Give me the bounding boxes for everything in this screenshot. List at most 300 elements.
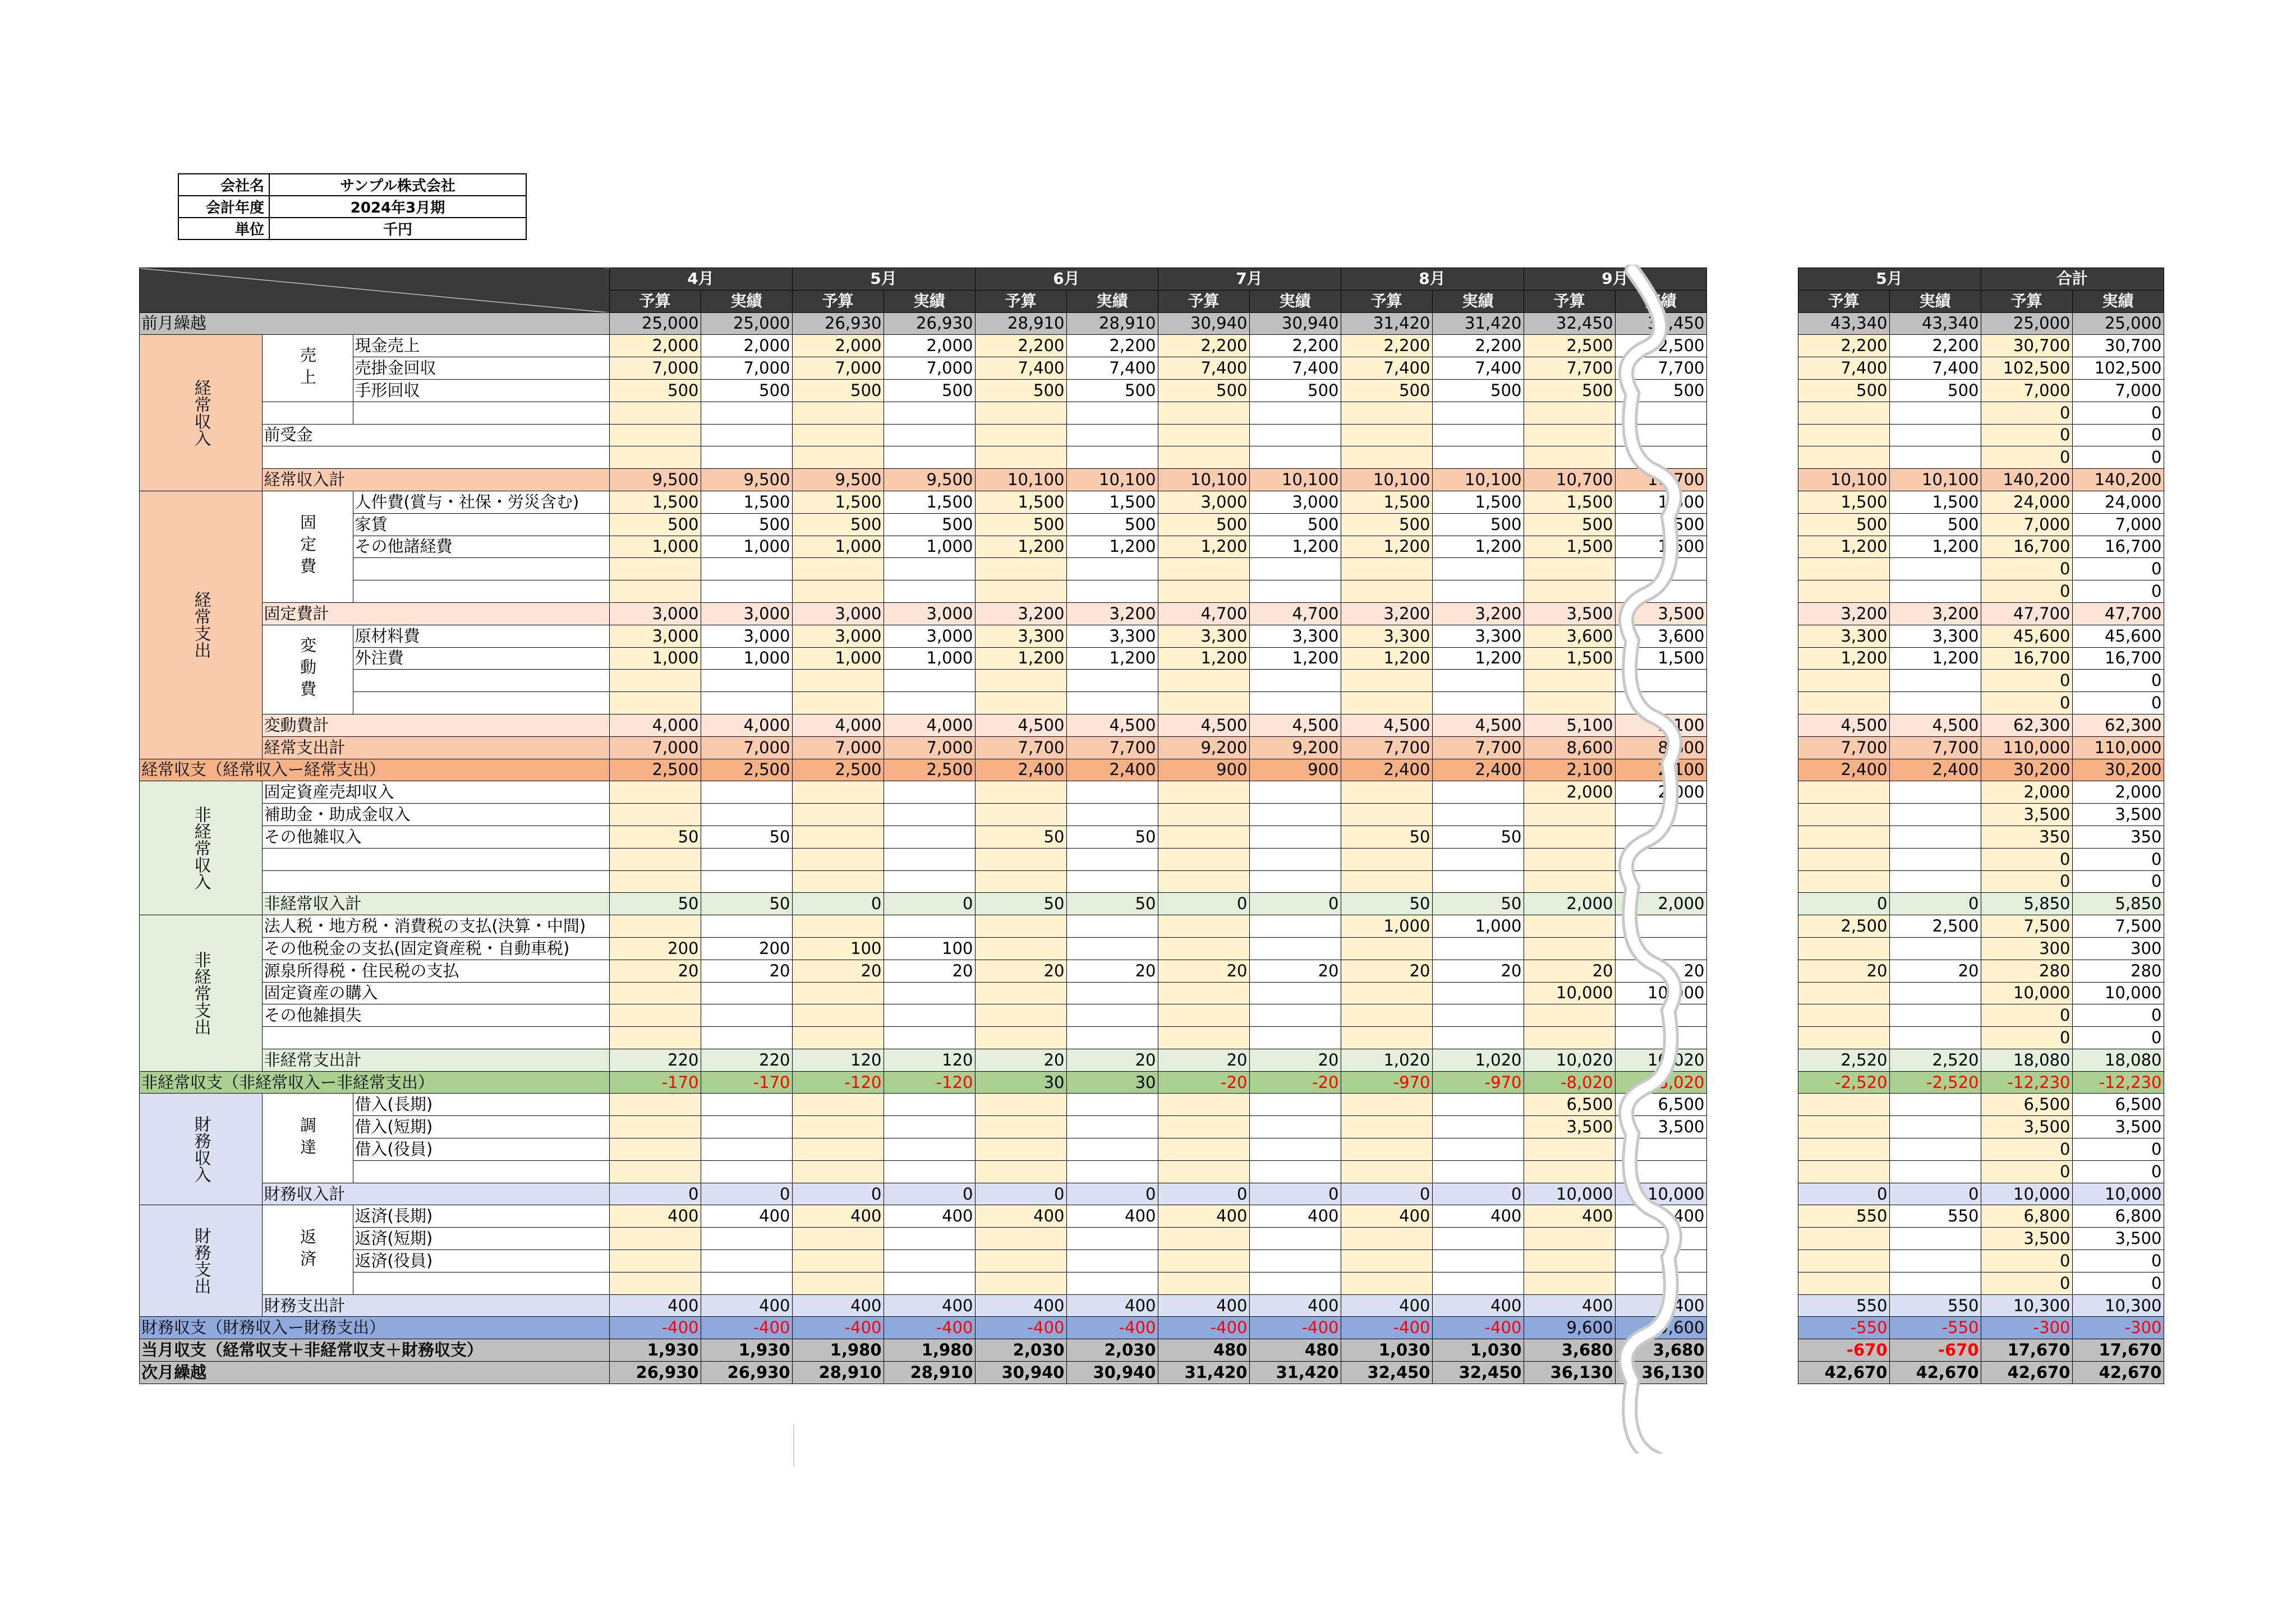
budget-cell[interactable]: [1524, 670, 1615, 692]
budget-cell[interactable]: [1341, 580, 1432, 603]
actual-cell[interactable]: 10,000: [1615, 1183, 1706, 1205]
budget-cell[interactable]: [792, 424, 884, 446]
actual-cell[interactable]: [1066, 1004, 1158, 1027]
actual-cell[interactable]: 400: [1249, 1294, 1341, 1317]
budget-cell[interactable]: 1,200: [1341, 647, 1432, 670]
budget-cell[interactable]: [1158, 1228, 1249, 1250]
actual-cell[interactable]: [1066, 558, 1158, 580]
budget-cell[interactable]: 3,600: [1524, 625, 1615, 647]
budget-cell[interactable]: 1,500: [1524, 491, 1615, 513]
actual-cell[interactable]: [1249, 848, 1341, 870]
budget-cell[interactable]: [792, 1228, 884, 1250]
actual-cell[interactable]: [1249, 692, 1341, 714]
actual-cell[interactable]: [1889, 402, 1981, 424]
budget-cell[interactable]: 28,910: [975, 312, 1066, 335]
budget-cell[interactable]: 24,000: [1981, 491, 2072, 513]
budget-cell[interactable]: [975, 1004, 1066, 1027]
budget-cell[interactable]: 32,450: [1341, 1362, 1432, 1384]
budget-cell[interactable]: [975, 1250, 1066, 1272]
budget-cell[interactable]: 1,500: [1524, 647, 1615, 670]
budget-cell[interactable]: [1158, 1160, 1249, 1183]
actual-cell[interactable]: [701, 424, 792, 446]
actual-cell[interactable]: 4,000: [884, 714, 975, 736]
actual-cell[interactable]: [1432, 1116, 1524, 1138]
actual-cell[interactable]: [701, 870, 792, 893]
budget-cell[interactable]: 500: [609, 513, 701, 536]
budget-cell[interactable]: [1798, 826, 1889, 848]
actual-cell[interactable]: 45,600: [2072, 625, 2164, 647]
actual-cell[interactable]: 9,500: [884, 469, 975, 491]
actual-cell[interactable]: [701, 848, 792, 870]
actual-cell[interactable]: 62,300: [2072, 714, 2164, 736]
budget-cell[interactable]: [1524, 1027, 1615, 1049]
budget-cell[interactable]: [1524, 1272, 1615, 1294]
budget-cell[interactable]: 20: [1524, 960, 1615, 982]
actual-cell[interactable]: [1615, 1138, 1706, 1161]
budget-cell[interactable]: [792, 1250, 884, 1272]
budget-cell[interactable]: 3,300: [1158, 625, 1249, 647]
budget-cell[interactable]: 10,100: [1158, 469, 1249, 491]
budget-cell[interactable]: 1,200: [1341, 536, 1432, 558]
budget-cell[interactable]: [1798, 848, 1889, 870]
actual-cell[interactable]: 500: [1249, 513, 1341, 536]
actual-cell[interactable]: 10,000: [2072, 982, 2164, 1004]
actual-cell[interactable]: [1066, 1027, 1158, 1049]
budget-cell[interactable]: 900: [1158, 759, 1249, 781]
actual-cell[interactable]: 7,000: [2072, 513, 2164, 536]
budget-cell[interactable]: 1,200: [1158, 536, 1249, 558]
budget-cell[interactable]: [975, 692, 1066, 714]
budget-cell[interactable]: 10,100: [975, 469, 1066, 491]
actual-cell[interactable]: 1,200: [1432, 647, 1524, 670]
actual-cell[interactable]: 200: [701, 937, 792, 960]
actual-cell[interactable]: [1066, 424, 1158, 446]
actual-cell[interactable]: [1889, 692, 1981, 714]
budget-cell[interactable]: [609, 781, 701, 804]
budget-cell[interactable]: 0: [1981, 1138, 2072, 1161]
actual-cell[interactable]: 0: [884, 1183, 975, 1205]
budget-cell[interactable]: [1341, 1160, 1432, 1183]
actual-cell[interactable]: 50: [1432, 826, 1524, 848]
actual-cell[interactable]: 3,200: [1066, 602, 1158, 625]
actual-cell[interactable]: [1889, 804, 1981, 826]
budget-cell[interactable]: 47,700: [1981, 602, 2072, 625]
budget-cell[interactable]: 16,700: [1981, 536, 2072, 558]
budget-cell[interactable]: 100: [792, 937, 884, 960]
budget-cell[interactable]: 4,000: [609, 714, 701, 736]
actual-cell[interactable]: 900: [1249, 759, 1341, 781]
actual-cell[interactable]: [1889, 424, 1981, 446]
budget-cell[interactable]: 3,300: [975, 625, 1066, 647]
actual-cell[interactable]: 2,000: [701, 335, 792, 357]
budget-cell[interactable]: [609, 804, 701, 826]
actual-cell[interactable]: [1249, 982, 1341, 1004]
budget-cell[interactable]: [1341, 1116, 1432, 1138]
budget-cell[interactable]: 25,000: [609, 312, 701, 335]
budget-cell[interactable]: 20: [1158, 960, 1249, 982]
actual-cell[interactable]: [884, 870, 975, 893]
actual-cell[interactable]: 50: [701, 826, 792, 848]
budget-cell[interactable]: [1158, 446, 1249, 469]
actual-cell[interactable]: 43,340: [1889, 312, 1981, 335]
budget-cell[interactable]: 1,200: [975, 647, 1066, 670]
budget-cell[interactable]: [792, 1094, 884, 1116]
actual-cell[interactable]: 2,000: [1615, 781, 1706, 804]
budget-cell[interactable]: [792, 402, 884, 424]
actual-cell[interactable]: [884, 1094, 975, 1116]
actual-cell[interactable]: 400: [1432, 1205, 1524, 1228]
actual-cell[interactable]: 0: [1249, 1183, 1341, 1205]
actual-cell[interactable]: [701, 446, 792, 469]
actual-cell[interactable]: [884, 826, 975, 848]
budget-cell[interactable]: 20: [975, 1049, 1066, 1071]
budget-cell[interactable]: [1158, 826, 1249, 848]
actual-cell[interactable]: 480: [1249, 1339, 1341, 1362]
budget-cell[interactable]: -400: [792, 1317, 884, 1339]
actual-cell[interactable]: 110,000: [2072, 736, 2164, 759]
actual-cell[interactable]: 0: [2072, 1004, 2164, 1027]
budget-cell[interactable]: 10,000: [1524, 982, 1615, 1004]
budget-cell[interactable]: [1524, 1250, 1615, 1272]
budget-cell[interactable]: 7,700: [1341, 736, 1432, 759]
budget-cell[interactable]: [975, 1116, 1066, 1138]
budget-cell[interactable]: 36,130: [1524, 1362, 1615, 1384]
budget-cell[interactable]: 26,930: [792, 312, 884, 335]
actual-cell[interactable]: 2,100: [1615, 759, 1706, 781]
budget-cell[interactable]: 10,100: [1341, 469, 1432, 491]
actual-cell[interactable]: 0: [1066, 1183, 1158, 1205]
actual-cell[interactable]: [1432, 848, 1524, 870]
actual-cell[interactable]: [701, 1116, 792, 1138]
actual-cell[interactable]: 500: [1889, 379, 1981, 402]
actual-cell[interactable]: 1,500: [1615, 647, 1706, 670]
actual-cell[interactable]: 2,000: [884, 335, 975, 357]
actual-cell[interactable]: 4,500: [1432, 714, 1524, 736]
actual-cell[interactable]: [701, 1138, 792, 1161]
budget-cell[interactable]: 50: [975, 893, 1066, 915]
budget-cell[interactable]: [1158, 915, 1249, 938]
actual-cell[interactable]: 0: [2072, 1138, 2164, 1161]
budget-cell[interactable]: [609, 580, 701, 603]
budget-cell[interactable]: 45,600: [1981, 625, 2072, 647]
budget-cell[interactable]: 0: [1981, 446, 2072, 469]
actual-cell[interactable]: [1889, 1228, 1981, 1250]
actual-cell[interactable]: -400: [1432, 1317, 1524, 1339]
budget-cell[interactable]: [1798, 402, 1889, 424]
actual-cell[interactable]: 9,600: [1615, 1317, 1706, 1339]
actual-cell[interactable]: [1066, 1160, 1158, 1183]
budget-cell[interactable]: [609, 1116, 701, 1138]
budget-cell[interactable]: [1798, 1272, 1889, 1294]
budget-cell[interactable]: -12,230: [1981, 1071, 2072, 1094]
budget-cell[interactable]: 400: [1341, 1294, 1432, 1317]
budget-cell[interactable]: [609, 1160, 701, 1183]
actual-cell[interactable]: 7,000: [2072, 379, 2164, 402]
budget-cell[interactable]: 3,500: [1524, 1116, 1615, 1138]
budget-cell[interactable]: 6,500: [1981, 1094, 2072, 1116]
actual-cell[interactable]: 0: [2072, 1160, 2164, 1183]
actual-cell[interactable]: [701, 402, 792, 424]
actual-cell[interactable]: 1,200: [1432, 536, 1524, 558]
budget-cell[interactable]: 0: [1798, 893, 1889, 915]
actual-cell[interactable]: [884, 1250, 975, 1272]
budget-cell[interactable]: [1158, 1250, 1249, 1272]
actual-cell[interactable]: [1432, 692, 1524, 714]
budget-cell[interactable]: 42,670: [1798, 1362, 1889, 1384]
budget-cell[interactable]: [975, 1094, 1066, 1116]
budget-cell[interactable]: 200: [609, 937, 701, 960]
budget-cell[interactable]: -550: [1798, 1317, 1889, 1339]
budget-cell[interactable]: -400: [975, 1317, 1066, 1339]
actual-cell[interactable]: [1432, 558, 1524, 580]
budget-cell[interactable]: [609, 1272, 701, 1294]
budget-cell[interactable]: [792, 1004, 884, 1027]
actual-cell[interactable]: 25,000: [701, 312, 792, 335]
budget-cell[interactable]: 2,500: [1524, 335, 1615, 357]
actual-cell[interactable]: 2,500: [884, 759, 975, 781]
actual-cell[interactable]: [701, 915, 792, 938]
budget-cell[interactable]: 50: [609, 893, 701, 915]
budget-cell[interactable]: 1,500: [792, 491, 884, 513]
actual-cell[interactable]: 42,670: [1889, 1362, 1981, 1384]
actual-cell[interactable]: [1432, 804, 1524, 826]
budget-cell[interactable]: -400: [1341, 1317, 1432, 1339]
budget-cell[interactable]: [1524, 446, 1615, 469]
actual-cell[interactable]: 3,200: [1432, 602, 1524, 625]
actual-cell[interactable]: [1432, 580, 1524, 603]
actual-cell[interactable]: 280: [2072, 960, 2164, 982]
actual-cell[interactable]: [1432, 982, 1524, 1004]
actual-cell[interactable]: [1615, 915, 1706, 938]
actual-cell[interactable]: 140,200: [2072, 469, 2164, 491]
budget-cell[interactable]: [1158, 670, 1249, 692]
budget-cell[interactable]: [1524, 848, 1615, 870]
budget-cell[interactable]: [609, 670, 701, 692]
budget-cell[interactable]: 500: [1341, 379, 1432, 402]
budget-cell[interactable]: 43,340: [1798, 312, 1889, 335]
actual-cell[interactable]: 31,420: [1432, 312, 1524, 335]
budget-cell[interactable]: [1341, 446, 1432, 469]
budget-cell[interactable]: [975, 558, 1066, 580]
budget-cell[interactable]: 30,940: [1158, 312, 1249, 335]
actual-cell[interactable]: [701, 1094, 792, 1116]
budget-cell[interactable]: 3,300: [1341, 625, 1432, 647]
actual-cell[interactable]: 2,200: [1432, 335, 1524, 357]
actual-cell[interactable]: 0: [1432, 1183, 1524, 1205]
budget-cell[interactable]: 50: [975, 826, 1066, 848]
actual-cell[interactable]: 0: [1889, 893, 1981, 915]
actual-cell[interactable]: [1432, 1138, 1524, 1161]
budget-cell[interactable]: 3,500: [1524, 602, 1615, 625]
actual-cell[interactable]: [1432, 402, 1524, 424]
actual-cell[interactable]: [1889, 826, 1981, 848]
budget-cell[interactable]: 2,000: [1524, 893, 1615, 915]
actual-cell[interactable]: 1,500: [1889, 491, 1981, 513]
budget-cell[interactable]: 50: [609, 826, 701, 848]
budget-cell[interactable]: 400: [1341, 1205, 1432, 1228]
actual-cell[interactable]: 2,200: [1066, 335, 1158, 357]
actual-cell[interactable]: [1889, 870, 1981, 893]
budget-cell[interactable]: [792, 446, 884, 469]
actual-cell[interactable]: 400: [1066, 1294, 1158, 1317]
budget-cell[interactable]: -120: [792, 1071, 884, 1094]
actual-cell[interactable]: 1,200: [1249, 536, 1341, 558]
budget-cell[interactable]: [609, 848, 701, 870]
actual-cell[interactable]: [1432, 1160, 1524, 1183]
budget-cell[interactable]: 140,200: [1981, 469, 2072, 491]
budget-cell[interactable]: 1,500: [1341, 491, 1432, 513]
budget-cell[interactable]: 9,500: [792, 469, 884, 491]
actual-cell[interactable]: 20: [1066, 960, 1158, 982]
budget-cell[interactable]: [975, 580, 1066, 603]
actual-cell[interactable]: [1249, 558, 1341, 580]
budget-cell[interactable]: 7,000: [792, 357, 884, 380]
budget-cell[interactable]: [1798, 1094, 1889, 1116]
budget-cell[interactable]: 1,980: [792, 1339, 884, 1362]
actual-cell[interactable]: 20: [1889, 960, 1981, 982]
budget-cell[interactable]: 31,420: [1158, 1362, 1249, 1384]
actual-cell[interactable]: 10,100: [1889, 469, 1981, 491]
actual-cell[interactable]: [1066, 982, 1158, 1004]
budget-cell[interactable]: 2,200: [1341, 335, 1432, 357]
budget-cell[interactable]: [1798, 1004, 1889, 1027]
actual-cell[interactable]: [1889, 1027, 1981, 1049]
actual-cell[interactable]: 2,200: [1249, 335, 1341, 357]
budget-cell[interactable]: 280: [1981, 960, 2072, 982]
actual-cell[interactable]: 3,200: [1889, 602, 1981, 625]
budget-cell[interactable]: 10,000: [1981, 982, 2072, 1004]
budget-cell[interactable]: [1341, 1250, 1432, 1272]
actual-cell[interactable]: 500: [1889, 513, 1981, 536]
budget-cell[interactable]: 8,600: [1524, 736, 1615, 759]
actual-cell[interactable]: [1615, 848, 1706, 870]
actual-cell[interactable]: 30,940: [1249, 312, 1341, 335]
budget-cell[interactable]: [609, 446, 701, 469]
actual-cell[interactable]: 400: [1066, 1205, 1158, 1228]
actual-cell[interactable]: [701, 1272, 792, 1294]
budget-cell[interactable]: [1524, 1004, 1615, 1027]
actual-cell[interactable]: -400: [701, 1317, 792, 1339]
actual-cell[interactable]: 550: [1889, 1205, 1981, 1228]
budget-cell[interactable]: [1158, 558, 1249, 580]
budget-cell[interactable]: [1158, 1004, 1249, 1027]
actual-cell[interactable]: 1,020: [1432, 1049, 1524, 1071]
actual-cell[interactable]: 4,000: [701, 714, 792, 736]
actual-cell[interactable]: [701, 1027, 792, 1049]
budget-cell[interactable]: [792, 804, 884, 826]
actual-cell[interactable]: [701, 692, 792, 714]
actual-cell[interactable]: [701, 1160, 792, 1183]
actual-cell[interactable]: 28,910: [1066, 312, 1158, 335]
actual-cell[interactable]: 6,500: [1615, 1094, 1706, 1116]
actual-cell[interactable]: 10,700: [1615, 469, 1706, 491]
budget-cell[interactable]: 7,000: [792, 736, 884, 759]
budget-cell[interactable]: 2,500: [609, 759, 701, 781]
actual-cell[interactable]: [1889, 446, 1981, 469]
actual-cell[interactable]: [1889, 1004, 1981, 1027]
budget-cell[interactable]: 20: [792, 960, 884, 982]
actual-cell[interactable]: 100: [884, 937, 975, 960]
actual-cell[interactable]: 400: [884, 1205, 975, 1228]
budget-cell[interactable]: 10,300: [1981, 1294, 2072, 1317]
budget-cell[interactable]: 30,200: [1981, 759, 2072, 781]
actual-cell[interactable]: 7,400: [1432, 357, 1524, 380]
budget-cell[interactable]: 4,500: [1158, 714, 1249, 736]
budget-cell[interactable]: 31,420: [1341, 312, 1432, 335]
budget-cell[interactable]: 0: [1981, 1250, 2072, 1272]
budget-cell[interactable]: [792, 826, 884, 848]
budget-cell[interactable]: 480: [1158, 1339, 1249, 1362]
budget-cell[interactable]: [792, 781, 884, 804]
budget-cell[interactable]: 1,000: [609, 536, 701, 558]
actual-cell[interactable]: [1066, 915, 1158, 938]
actual-cell[interactable]: 32,450: [1615, 312, 1706, 335]
actual-cell[interactable]: 26,930: [884, 312, 975, 335]
budget-cell[interactable]: 25,000: [1981, 312, 2072, 335]
budget-cell[interactable]: 0: [1981, 1160, 2072, 1183]
actual-cell[interactable]: 4,500: [1249, 714, 1341, 736]
actual-cell[interactable]: [884, 804, 975, 826]
budget-cell[interactable]: 20: [1798, 960, 1889, 982]
actual-cell[interactable]: 50: [701, 893, 792, 915]
actual-cell[interactable]: 400: [1432, 1294, 1524, 1317]
actual-cell[interactable]: [1615, 937, 1706, 960]
actual-cell[interactable]: 20: [1615, 960, 1706, 982]
budget-cell[interactable]: 400: [609, 1205, 701, 1228]
budget-cell[interactable]: [609, 870, 701, 893]
budget-cell[interactable]: [792, 1272, 884, 1294]
budget-cell[interactable]: 0: [1981, 424, 2072, 446]
budget-cell[interactable]: -170: [609, 1071, 701, 1094]
actual-cell[interactable]: 102,500: [2072, 357, 2164, 380]
actual-cell[interactable]: 16,700: [2072, 536, 2164, 558]
actual-cell[interactable]: [1249, 915, 1341, 938]
budget-cell[interactable]: [975, 848, 1066, 870]
budget-cell[interactable]: [975, 1228, 1066, 1250]
actual-cell[interactable]: [1432, 1228, 1524, 1250]
actual-cell[interactable]: [1249, 1138, 1341, 1161]
budget-cell[interactable]: 1,030: [1341, 1339, 1432, 1362]
actual-cell[interactable]: 7,000: [884, 357, 975, 380]
budget-cell[interactable]: 2,000: [609, 335, 701, 357]
actual-cell[interactable]: 0: [884, 893, 975, 915]
budget-cell[interactable]: [1158, 1138, 1249, 1161]
budget-cell[interactable]: 4,500: [1798, 714, 1889, 736]
actual-cell[interactable]: [1066, 1138, 1158, 1161]
actual-cell[interactable]: 24,000: [2072, 491, 2164, 513]
budget-cell[interactable]: 4,000: [792, 714, 884, 736]
actual-cell[interactable]: [884, 558, 975, 580]
actual-cell[interactable]: 2,500: [1615, 335, 1706, 357]
budget-cell[interactable]: 30,940: [975, 1362, 1066, 1384]
actual-cell[interactable]: 10,100: [1249, 469, 1341, 491]
actual-cell[interactable]: [1249, 670, 1341, 692]
actual-cell[interactable]: 500: [1432, 379, 1524, 402]
budget-cell[interactable]: [1798, 1228, 1889, 1250]
budget-cell[interactable]: [609, 982, 701, 1004]
budget-cell[interactable]: [1158, 1027, 1249, 1049]
budget-cell[interactable]: [1158, 848, 1249, 870]
budget-cell[interactable]: [1158, 402, 1249, 424]
budget-cell[interactable]: [1524, 1160, 1615, 1183]
actual-cell[interactable]: [1432, 424, 1524, 446]
actual-cell[interactable]: 50: [1432, 893, 1524, 915]
budget-cell[interactable]: 400: [975, 1205, 1066, 1228]
budget-cell[interactable]: 3,000: [792, 625, 884, 647]
actual-cell[interactable]: 7,700: [1889, 736, 1981, 759]
budget-cell[interactable]: 6,800: [1981, 1205, 2072, 1228]
budget-cell[interactable]: 3,000: [1158, 491, 1249, 513]
